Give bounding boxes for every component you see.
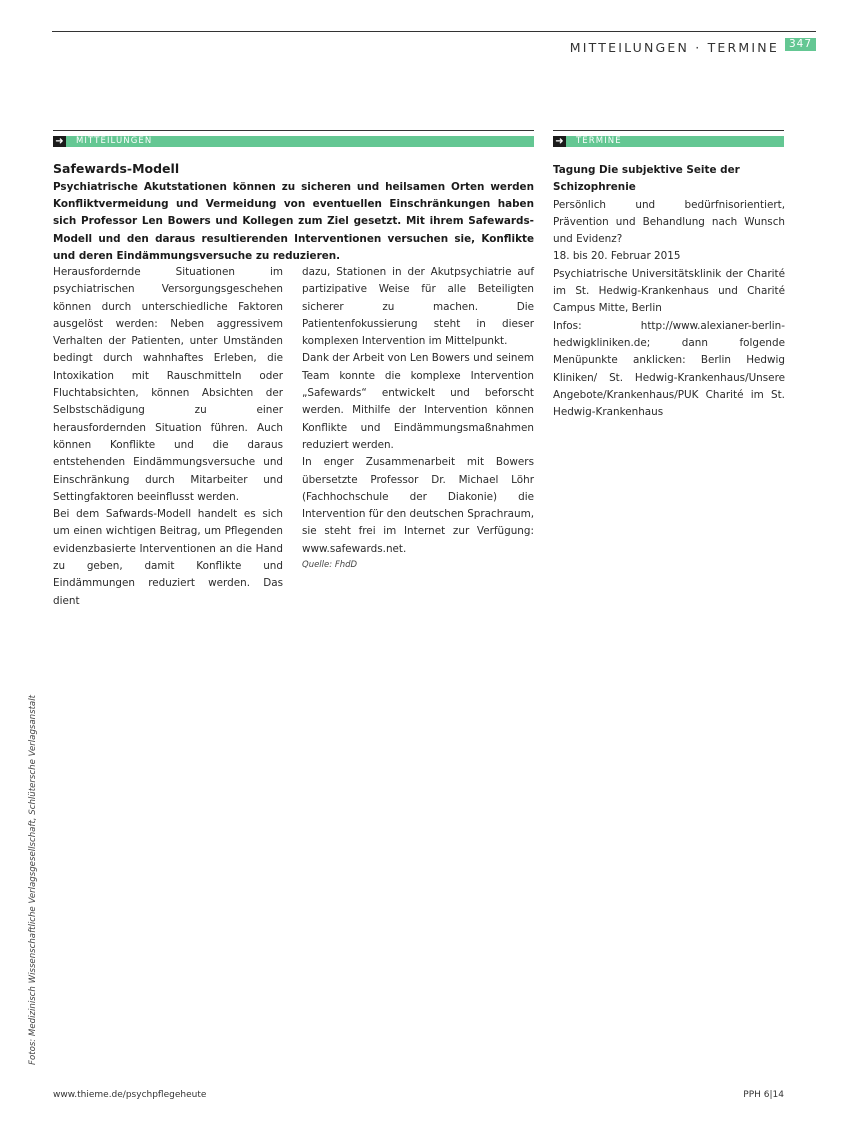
article-column-2 <box>302 264 534 573</box>
footer-issue: PPH 6|14 <box>743 1090 784 1100</box>
arrow-right-icon: ➜ <box>553 136 566 147</box>
header-rule <box>52 31 816 32</box>
footer-url: www.thieme.de/psychpflegeheute <box>53 1090 207 1100</box>
article-paragraph: In enger Zusammenarbeit mit Bowers übersetzte Professor Dr. Michael Löhr (Fachhochschule der Diakonie) die Intervention für den deutschen Sprachraum, sie steht frei im Internet zur Verfügung: www.safewards.net. <box>302 456 534 555</box>
page-number: 347 <box>785 38 816 51</box>
running-header <box>570 39 816 55</box>
event-venue: Psychiatrische Universitätsklinik der Charité im St. Hedwig-Krankenhaus und Charité Campus Mitte, Berlin <box>553 267 785 315</box>
article-paragraph: Herausfordernde Situationen im psychiatrischen Versorgungsgeschehen können durch unterschiedliche Faktoren ausgelöst werden: Neben aggressivem Verhalten der Patienten, unter Umständen bedingt durch wahnhaftes Erleben, die Intoxikation mit Rauschmitteln oder Fluchtabsichten, können Absichten der Selbstschädigung zu einer herausfordernden Situation führen. Auch können Konflikte und die daraus entstehenden Eindämmungsversuche und Einschränkung durch Mitarbeiter und Settingfaktoren beeinflusst werden. <box>53 266 283 503</box>
arrow-right-icon: ➜ <box>53 136 66 147</box>
termine-rule <box>553 130 784 131</box>
article-title: Safewards-Modell <box>53 161 180 176</box>
termine-section-bar <box>553 136 784 147</box>
article-paragraph: Dank der Arbeit von Len Bowers und seinem Team konnte die komplexe Intervention „Safewards“ entwickelt und beforscht werden. Mithilfe der Intervention können Konflikte und Eindämmungsmaßnahmen reduziert werden. <box>302 352 534 451</box>
article-lead: Psychiatrische Akutstationen können zu sicheren und heilsamen Orten werden Konfliktvermeidung und Vermeidung von eventuellen Einschränkungen haben sich Professor Len Bowers und Kollegen zum Ziel gesetzt. Mit ihrem Safewards-Modell und den daraus resultierenden Interventionen versuchen sie, Konflikte und deren Eindämmungsversuche zu reduzieren. <box>53 181 534 262</box>
mitteilungen-rule <box>53 130 534 131</box>
article-paragraph: Bei dem Safwards-Modell handelt es sich um einen wichtigen Beitrag, um Pflegenden evidenzbasierte Interventionen an die Hand zu geben, damit Konflikte und Eindämmungen reduziert werden. Das dient <box>53 508 283 607</box>
event-date: 18. bis 20. Februar 2015 <box>553 250 681 263</box>
article-column-1 <box>53 264 283 610</box>
event-info: Infos: http://www.alexianer-berlin-hedwigkliniken.de; dann folgende Menüpunkte anklicken: Berlin Hedwig Kliniken/ St. Hedwig-Krankenhaus/Unsere Angebote/Krankenhaus/PUK Charité im St. Hedwig-Krankenhaus <box>553 319 785 419</box>
photo-credit: Fotos: Medizinisch Wissenschaftliche Verlagsgesellschaft, Schlütersche Verlagsanstalt <box>28 695 38 1065</box>
mitteilungen-section-label: MITTEILUNGEN <box>76 136 153 146</box>
termine-section-label: TERMINE <box>576 136 622 146</box>
running-title: MITTEILUNGEN · TERMINE <box>569 39 779 55</box>
termine-column <box>553 162 785 421</box>
event-subtitle: Persönlich und bedürfnisorientiert, Prävention und Behandlung nach Wunsch und Evidenz? <box>553 198 785 246</box>
article-source: Quelle: FhdD <box>302 560 358 571</box>
mitteilungen-section-bar <box>53 136 534 147</box>
article-paragraph: dazu, Stationen in der Akutpsychiatrie auf partizipative Weise für alle Beteiligten sicherer zu machen. Die Patientenfokussierung steht in dieser komplexen Intervention im Mittelpunkt. <box>302 266 534 348</box>
event-title: Tagung Die subjektive Seite der Schizophrenie <box>553 164 740 194</box>
